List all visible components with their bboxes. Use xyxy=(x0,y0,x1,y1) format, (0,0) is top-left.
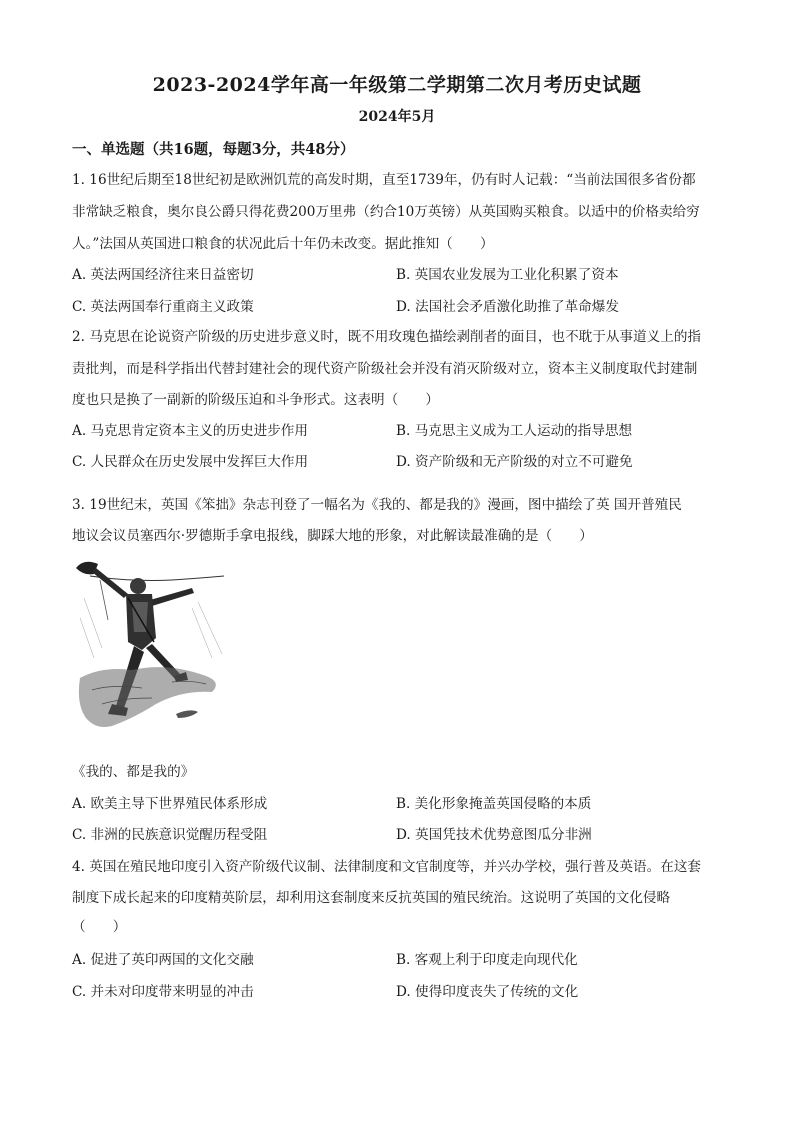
question-3-option-b[interactable]: B. 美化形象掩盖英国侵略的本质 xyxy=(396,796,592,812)
question-3-line-1: 3. 19世纪末，英国《笨拙》杂志刊登了一幅名为《我的、都是我的》漫画，图中描绘了英 国开普殖民 xyxy=(72,497,682,513)
question-4-option-d[interactable]: D. 使得印度丧失了传统的文化 xyxy=(396,984,579,1000)
question-2-line-2: 责批判，而是科学指出代替封建社会的现代资产阶级社会并没有消灭阶级对立，资本主义制度取代封建制 xyxy=(72,361,698,377)
cartoon-caption: 《我的、都是我的》 xyxy=(72,764,195,780)
question-2-line-3: 度也只是换了一副新的阶级压迫和斗争形式。这表明（ ） xyxy=(72,392,440,408)
question-1-option-c[interactable]: C. 英法两国奉行重商主义政策 xyxy=(72,299,254,315)
question-1-option-d[interactable]: D. 法国社会矛盾激化助推了革命爆发 xyxy=(396,299,619,315)
question-4-option-a[interactable]: A. 促进了英印两国的文化交融 xyxy=(72,952,254,968)
question-2-line-1: 2. 马克思在论说资产阶级的历史进步意义时，既不用玫瑰色描绘剥削者的面目，也不耽于从事道义上的指 xyxy=(72,329,702,345)
question-1-option-a[interactable]: A. 英法两国经济往来日益密切 xyxy=(72,267,254,283)
question-1-line-2: 非常缺乏粮食，奥尔良公爵只得花费200万里弗（约合10万英镑）从英国购买粮食。以适中的价格卖给穷 xyxy=(72,204,700,220)
question-2-option-d[interactable]: D. 资产阶级和无产阶级的对立不可避免 xyxy=(396,454,633,470)
question-3-option-c[interactable]: C. 非洲的民族意识觉醒历程受阻 xyxy=(72,827,268,843)
question-2-option-a[interactable]: A. 马克思肯定资本主义的历史进步作用 xyxy=(72,423,308,439)
section-heading: 一、单选题（共16题，每题3分，共48分） xyxy=(72,141,355,158)
exam-title: 2023-2024学年高一年级第二学期第二次月考历史试题 xyxy=(152,74,642,96)
question-2-option-b[interactable]: B. 马克思主义成为工人运动的指导思想 xyxy=(396,423,633,439)
question-1-line-3: 人。”法国从英国进口粮食的状况此后十年仍未改变。据此推知（ ） xyxy=(72,236,494,252)
question-4-line-2: 制度下成长起来的印度精英阶层，却利用这套制度来反抗英国的殖民统治。这说明了英国的文化侵略 xyxy=(72,890,671,906)
exam-date: 2024年5月 xyxy=(358,109,436,125)
rhodes-colossus-cartoon xyxy=(72,558,232,736)
question-3-option-a[interactable]: A. 欧美主导下世界殖民体系形成 xyxy=(72,796,268,812)
question-4-option-c[interactable]: C. 并未对印度带来明显的冲击 xyxy=(72,984,254,1000)
question-2-option-c[interactable]: C. 人民群众在历史发展中发挥巨大作用 xyxy=(72,454,309,470)
question-4-line-1: 4. 英国在殖民地印度引入资产阶级代议制、法律制度和文官制度等，并兴办学校，强行普及英语。在这套 xyxy=(72,859,702,875)
question-4-option-b[interactable]: B. 客观上利于印度走向现代化 xyxy=(396,952,578,968)
question-3-option-d[interactable]: D. 英国凭技术优势意图瓜分非洲 xyxy=(396,827,592,843)
question-3-line-2: 地议会议员塞西尔·罗德斯手拿电报线，脚踩大地的形象，对此解读最准确的是（ ） xyxy=(72,528,593,544)
question-1-line-1: 1. 16世纪后期至18世纪初是欧洲饥荒的高发时期，直至1739年，仍有时人记载：“当前法国很多省份都 xyxy=(72,172,696,188)
question-1-option-b[interactable]: B. 英国农业发展为工业化积累了资本 xyxy=(396,267,619,283)
question-4-line-3: （ ） xyxy=(72,919,127,935)
